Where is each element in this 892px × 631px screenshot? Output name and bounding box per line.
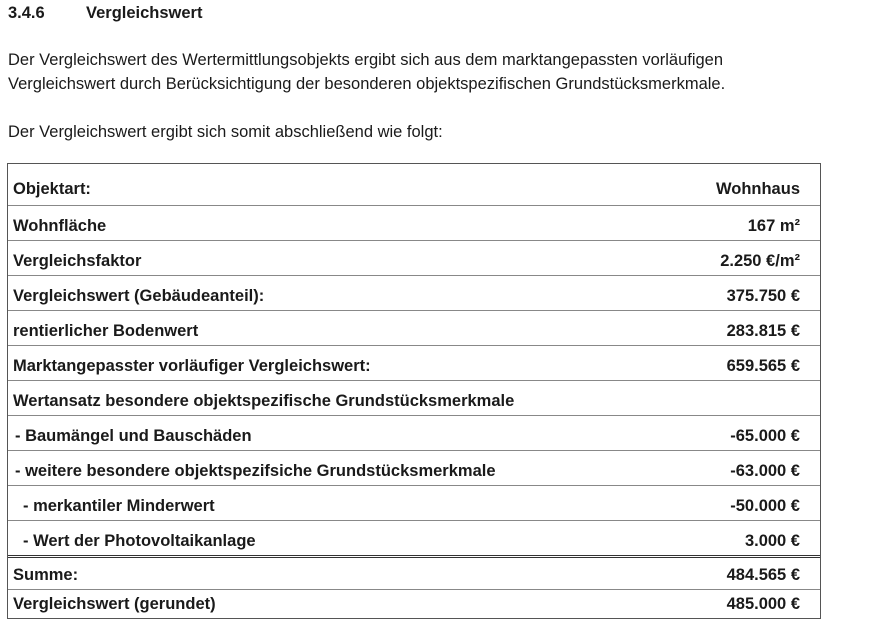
row-value: -63.000 € bbox=[730, 462, 800, 480]
table-row-wertansatz bbox=[8, 381, 820, 416]
table-row-summe bbox=[8, 558, 820, 590]
row-value: 375.750 € bbox=[726, 287, 800, 305]
valuation-table bbox=[7, 163, 821, 619]
row-label: rentierlicher Bodenwert bbox=[13, 322, 199, 340]
intro-line-1: Der Vergleichswert des Wertermittlungsobjekts ergibt sich aus dem marktangepassten vorläufigen bbox=[8, 51, 724, 69]
intro-paragraph bbox=[8, 48, 725, 96]
row-value: Wohnhaus bbox=[715, 180, 800, 198]
row-label: Vergleichsfaktor bbox=[13, 252, 142, 270]
row-label: Vergleichswert (gerundet) bbox=[13, 595, 216, 613]
row-label: Wertansatz besondere objektspezifische Grundstücksmerkmale bbox=[13, 392, 515, 410]
table-row-vergleichswert-gerundet bbox=[8, 590, 820, 618]
row-label: - merkantiler Minderwert bbox=[23, 497, 215, 515]
row-value: 167 m² bbox=[747, 217, 800, 235]
row-value: 2.250 €/m² bbox=[720, 252, 800, 270]
table-row-weitere-merkmale bbox=[8, 451, 820, 486]
row-value: -65.000 € bbox=[730, 427, 800, 445]
summary-paragraph: Der Vergleichswert ergibt sich somit abschließend wie folgt: bbox=[8, 123, 443, 141]
table-row-merkantiler-minderwert bbox=[8, 486, 820, 521]
row-label: Wohnfläche bbox=[13, 217, 107, 235]
row-value: 283.815 € bbox=[726, 322, 800, 340]
table-row-photovoltaik bbox=[8, 521, 820, 558]
table-row-gebaeudeanteil bbox=[8, 276, 820, 311]
row-value: 659.565 € bbox=[726, 357, 800, 375]
table-row-vergleichsfaktor bbox=[8, 241, 820, 276]
intro-line-2: Vergleichswert durch Berücksichtigung der besonderen objektspezifischen Grundstücksmerkmale. bbox=[8, 75, 726, 93]
table-row-baumaengel bbox=[8, 416, 820, 451]
section-number: 3.4.6 bbox=[8, 4, 45, 22]
section-heading bbox=[8, 4, 202, 23]
table-row-bodenwert bbox=[8, 311, 820, 346]
row-label: - weitere besondere objektspezifsiche Grundstücksmerkmale bbox=[15, 462, 496, 480]
row-label: - Baumängel und Bauschäden bbox=[15, 427, 252, 445]
row-label: Summe: bbox=[13, 566, 79, 584]
row-value: 3.000 € bbox=[744, 532, 800, 550]
row-value: -50.000 € bbox=[730, 497, 800, 515]
section-title: Vergleichswert bbox=[86, 4, 203, 22]
table-row-objektart bbox=[8, 164, 820, 206]
table-row-wohnflaeche bbox=[8, 206, 820, 241]
row-label: - Wert der Photovoltaikanlage bbox=[23, 532, 256, 550]
row-label: Vergleichswert (Gebäudeanteil): bbox=[13, 287, 265, 305]
row-value: 484.565 € bbox=[726, 566, 800, 584]
row-label: Objektart: bbox=[13, 180, 91, 198]
row-label: Marktangepasster vorläufiger Vergleichswert: bbox=[13, 357, 371, 375]
table-row-marktangepasst bbox=[8, 346, 820, 381]
row-value: 485.000 € bbox=[726, 595, 800, 613]
